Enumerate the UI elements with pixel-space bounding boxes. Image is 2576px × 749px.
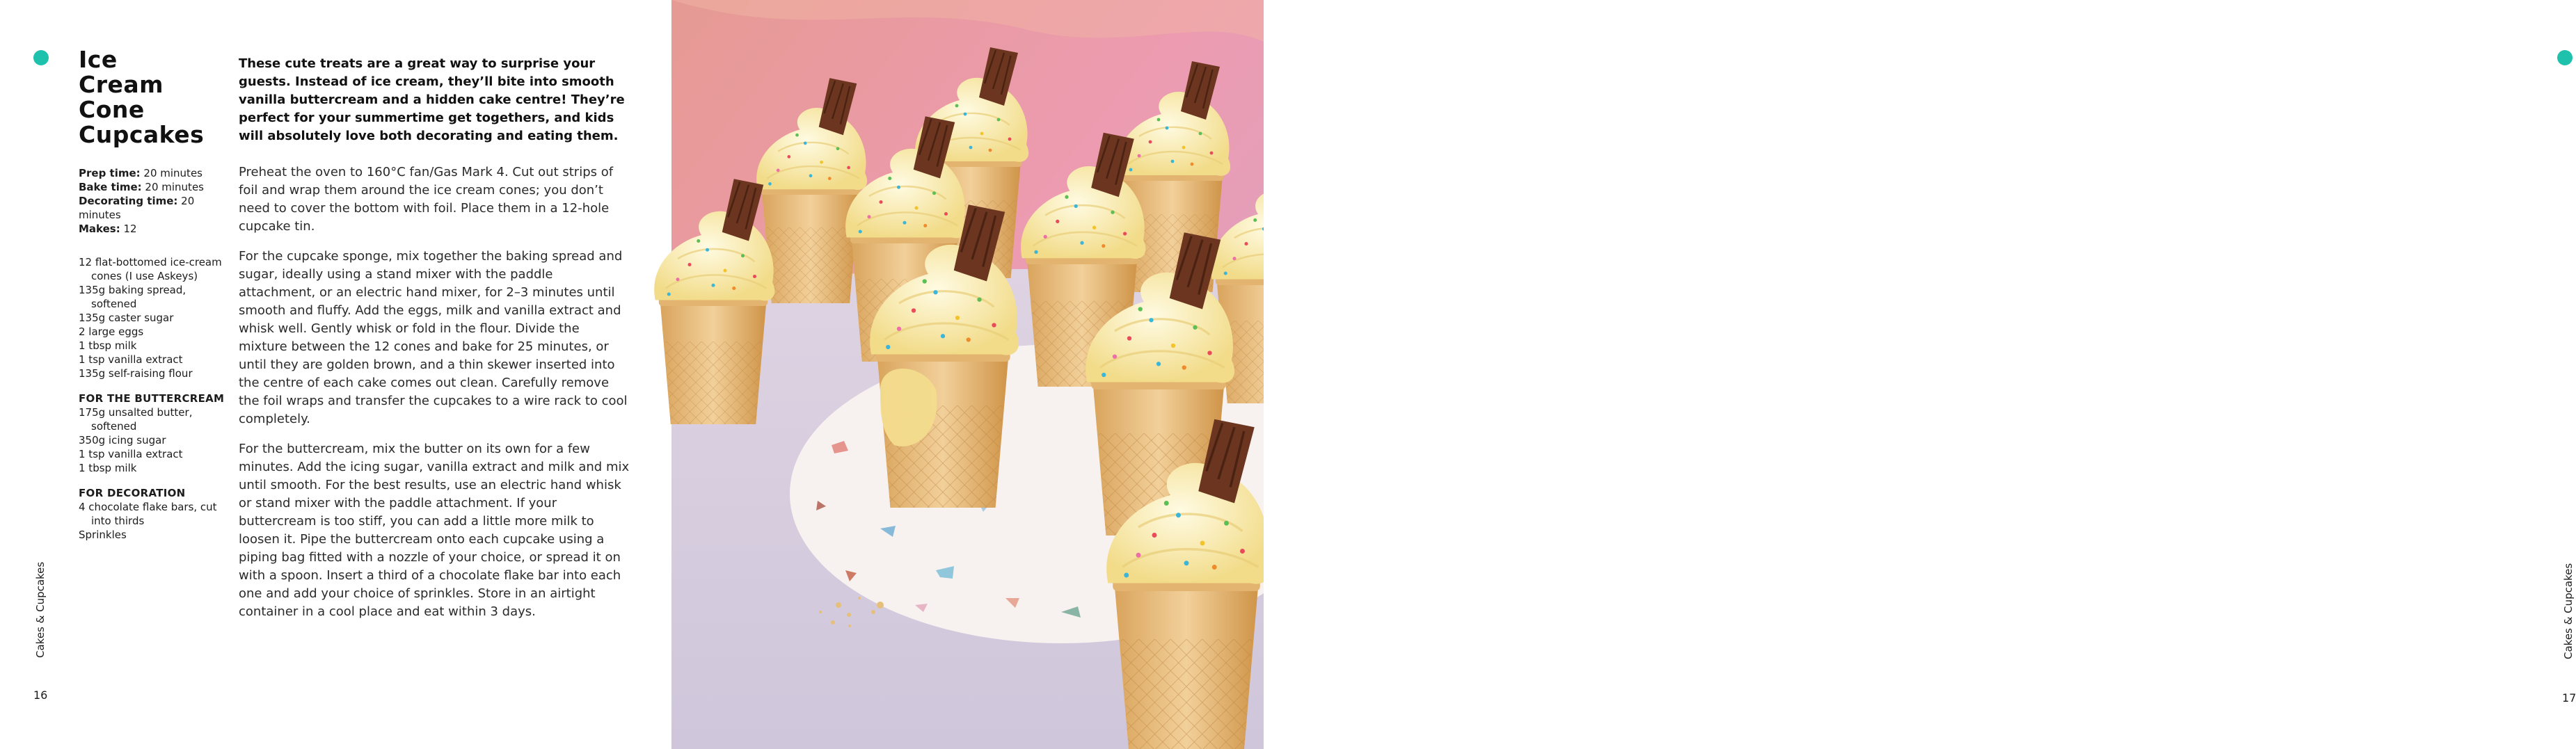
page-number-left: 16: [33, 688, 48, 702]
title-line: Cone: [79, 96, 145, 123]
buttercream-item: 175g unsalted butter, softened: [79, 406, 193, 433]
title-line: Cream: [79, 71, 164, 98]
running-head-right: Cakes & Cupcakes: [2562, 563, 2575, 659]
ingredient-item: 2 large eggs: [79, 325, 144, 338]
prep-value: 20 minutes: [140, 167, 202, 179]
running-head-left: Cakes & Cupcakes: [34, 561, 47, 658]
accent-dot: [2557, 50, 2573, 65]
ingredient-item: 135g self-raising flour: [79, 367, 193, 380]
makes-value: 12: [120, 223, 137, 235]
accent-dot: [33, 50, 49, 65]
buttercream-item: 350g icing sugar: [79, 434, 166, 446]
ingredient-item: 135g caster sugar: [79, 312, 174, 324]
bake-time: [79, 180, 214, 194]
right-page: [1264, 0, 2576, 749]
buttercream-item: 1 tbsp milk: [79, 462, 137, 474]
ingredient-item: 1 tsp vanilla extract: [79, 353, 183, 366]
decoration-item: Sprinkles: [79, 529, 127, 541]
method-paragraph: Preheat the oven to 160°C fan/Gas Mark 4. Cut out strips of foil and wrap them around the ice cream cones; you don’t need to cover the bottom with foil. Place them in a 12-hole cupcake tin.: [239, 165, 614, 234]
ingredient-item: 12 flat-bottomed ice-cream cones (I use Askeys): [79, 256, 222, 282]
bake-label: Bake time:: [79, 181, 142, 193]
ingredient-item: 135g baking spread, softened: [79, 284, 186, 310]
decorating-label: Decorating time:: [79, 195, 178, 207]
buttercream-heading: FOR THE BUTTERCREAM: [79, 392, 225, 405]
method-steps: [239, 163, 632, 633]
cupcakes-photo: [671, 0, 1264, 749]
buttercream-item: 1 tsp vanilla extract: [79, 448, 183, 460]
recipe-meta: [79, 166, 214, 236]
decorating-time: [79, 194, 214, 222]
decorating-value: 20 minutes: [79, 195, 195, 221]
recipe-title: [79, 47, 232, 147]
makes-label: Makes:: [79, 223, 120, 235]
decoration-heading: FOR DECORATION: [79, 487, 186, 499]
prep-time: [79, 166, 214, 180]
method-paragraph: For the buttercream, mix the butter on its own for a few minutes. Add the icing sugar, vanilla extract and milk and mix until smooth. For the best results, use an electric hand whisk or stand mixer with the paddle attachment. If your buttercream is too stiff, you can add a little more milk to loosen it. Pipe the buttercream onto each cupcake using a piping bag fitted with a nozzle of your choice, or spread it on with a spoon. Insert a third of a chocolate flake bar into each one and add your choice of sprinkles. Store in an airtight container in a cool place and eat within 3 days.: [239, 442, 630, 619]
page-number-right: 17: [2562, 691, 2576, 704]
ingredient-item: 1 tbsp milk: [79, 339, 137, 352]
recipe-intro: These cute treats are a great way to surprise your guests. Instead of ice cream, they’ll bite into smooth vanilla buttercream and a hidden cake centre! They’re perfect for your summertime get togethers, and kids will absolutely love both decorating and eating them.: [239, 56, 625, 143]
method-paragraph: For the cupcake sponge, mix together the baking spread and sugar, ideally using a stand mixer with the paddle attachment, or an electric hand mixer, for 2–3 minutes until smooth and fluffy. Add the eggs, milk and vanilla extract and whisk well. Gently whisk or fold in the flour. Divide the mixture between the 12 cones and bake for 25 minutes, or until they are golden brown, and a thin skewer inserted into the centre of each cake comes out clean. Carefully remove the foil wraps and transfer the cupcakes to a wire rack to cool completely.: [239, 249, 628, 426]
ingredients-list: [79, 255, 225, 542]
bake-value: 20 minutes: [141, 181, 204, 193]
prep-label: Prep time:: [79, 167, 141, 179]
decoration-item: 4 chocolate flake bars, cut into thirds: [79, 501, 217, 527]
title-line: Cupcakes: [79, 121, 205, 148]
left-page: [0, 0, 671, 749]
title-line: Ice: [79, 46, 118, 73]
makes: [79, 222, 214, 236]
